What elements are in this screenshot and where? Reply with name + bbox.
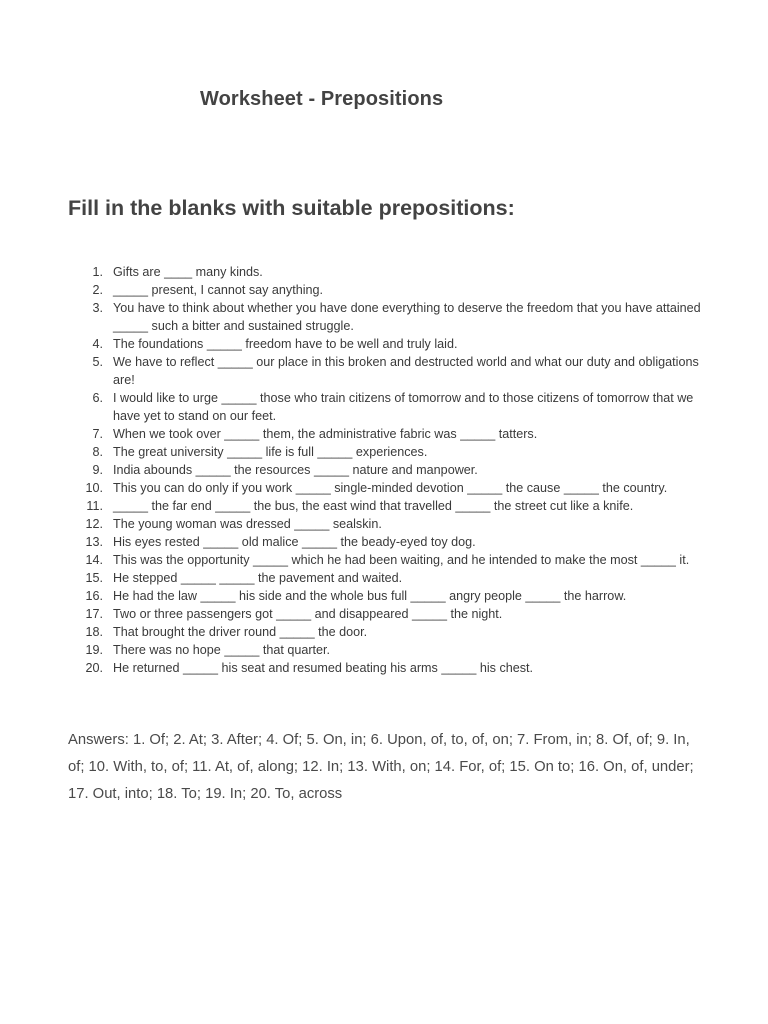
question-item <box>0 533 708 551</box>
question-text: This was the opportunity _____ which he had been waiting, and he intended to make the most _____ it. <box>113 553 690 567</box>
question-item <box>0 587 708 605</box>
question-number: 6. <box>92 391 103 405</box>
question-text: We have to reflect _____ our place in this broken and destructed world and what our duty and obligations are! <box>113 355 699 387</box>
question-item <box>0 623 708 641</box>
question-item <box>0 281 708 299</box>
question-number: 9. <box>92 463 103 477</box>
question-number: 4. <box>92 337 103 351</box>
question-text: _____ the far end _____ the bus, the east wind that travelled _____ the street cut like a knife. <box>113 499 634 513</box>
question-number: 17. <box>85 607 103 621</box>
question-item <box>0 479 708 497</box>
question-number: 3. <box>92 301 103 315</box>
question-item <box>0 335 708 353</box>
question-number: 2. <box>92 283 103 297</box>
question-item <box>0 497 708 515</box>
question-item <box>0 299 708 335</box>
question-number: 16. <box>85 589 103 603</box>
question-number: 11. <box>86 499 103 513</box>
question-item <box>0 353 708 389</box>
question-text: _____ present, I cannot say anything. <box>113 283 324 297</box>
question-text: He returned _____ his seat and resumed beating his arms _____ his chest. <box>113 661 534 675</box>
question-text: The great university _____ life is full _____ experiences. <box>113 445 428 459</box>
question-number: 14. <box>85 553 103 567</box>
page-title: Worksheet - Prepositions <box>200 88 444 110</box>
question-item <box>0 641 708 659</box>
question-item <box>0 659 708 677</box>
question-number: 8. <box>92 445 103 459</box>
section-heading: Fill in the blanks with suitable prepositions: <box>68 196 515 220</box>
question-text: You have to think about whether you have done everything to deserve the freedom that you have attained _____ such a bitter and sustained struggle. <box>113 301 701 333</box>
question-text: The young woman was dressed _____ sealskin. <box>113 517 382 531</box>
question-number: 19. <box>85 643 103 657</box>
question-text: The foundations _____ freedom have to be well and truly laid. <box>113 337 458 351</box>
question-number: 7. <box>92 427 103 441</box>
question-text: When we took over _____ them, the administrative fabric was _____ tatters. <box>113 427 538 441</box>
question-number: 15. <box>85 571 103 585</box>
answer-key: Answers: 1. Of; 2. At; 3. After; 4. Of; 5. On, in; 6. Upon, of, to, of, on; 7. From, in; 8. Of, of; 9. In, of; 10. With, to, of; 11. At, of, along; 12. In; 13. With, on; 14. For, of; 15. On to; 16. On, of, under; 17. Out, into; 18. To; 19. In; 20. To, across <box>68 732 694 802</box>
question-text: Two or three passengers got _____ and disappeared _____ the night. <box>113 607 503 621</box>
question-text: He stepped _____ _____ the pavement and waited. <box>113 571 403 585</box>
question-number: 5. <box>92 355 103 369</box>
question-text: India abounds _____ the resources _____ nature and manpower. <box>113 463 478 477</box>
question-text: Gifts are ____ many kinds. <box>113 265 263 279</box>
question-number: 10. <box>85 481 103 495</box>
question-item <box>0 551 708 569</box>
question-number: 13. <box>85 535 103 549</box>
question-item <box>0 515 708 533</box>
question-item <box>0 461 708 479</box>
question-text: That brought the driver round _____ the door. <box>113 625 368 639</box>
question-text: There was no hope _____ that quarter. <box>113 643 331 657</box>
question-item <box>0 605 708 623</box>
question-item <box>0 389 708 425</box>
question-number: 18. <box>85 625 103 639</box>
question-text: This you can do only if you work _____ single-minded devotion _____ the cause _____ the country. <box>113 481 668 495</box>
question-text: He had the law _____ his side and the whole bus full _____ angry people _____ the harrow. <box>113 589 627 603</box>
question-item <box>0 569 708 587</box>
question-number: 12. <box>85 517 103 531</box>
question-text: I would like to urge _____ those who train citizens of tomorrow and to those citizens of tomorrow that we have yet to stand on our feet. <box>113 391 694 423</box>
question-item <box>0 425 708 443</box>
question-text: His eyes rested _____ old malice _____ the beady-eyed toy dog. <box>113 535 476 549</box>
question-number: 1. <box>92 265 103 279</box>
question-item <box>0 263 708 281</box>
question-number: 20. <box>85 661 103 675</box>
question-list <box>0 263 768 677</box>
question-item <box>0 443 708 461</box>
